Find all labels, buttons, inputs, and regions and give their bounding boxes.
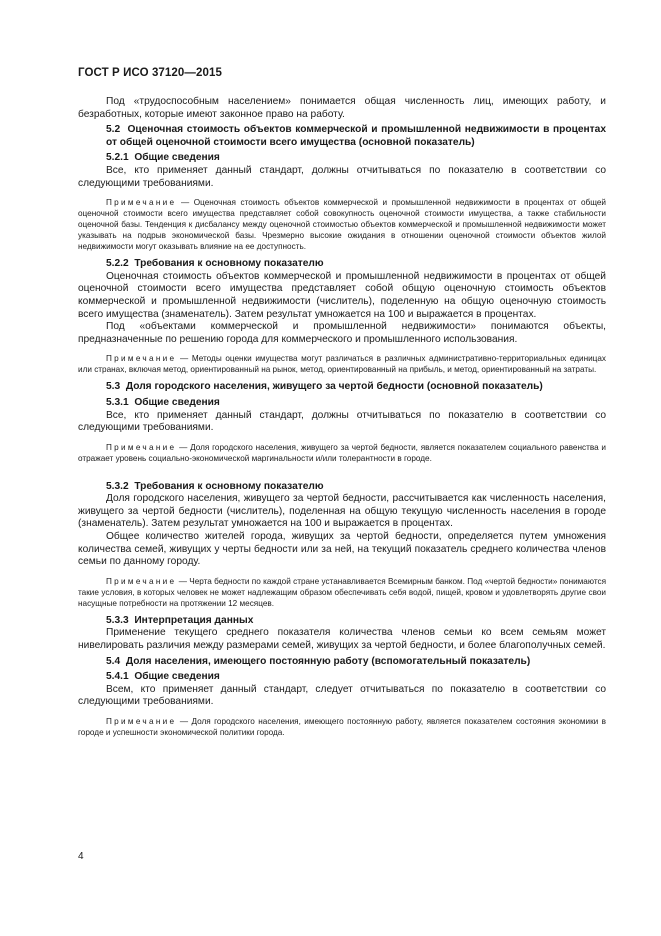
section-heading-5-3-2: 5.3.2 Требования к основному показателю: [106, 480, 324, 492]
section-heading-5-3: 5.3 Доля городского населения, живущего за чертой бедности (основной показатель): [106, 381, 543, 393]
paragraph: Всем, кто применяет данный стандарт, следует отчитываться по показателю в соответствии со следующими требованиями.: [78, 683, 606, 708]
paragraph: Применение текущего среднего показателя количества членов семьи ко всем семьям может нивелировать различия между размерами семей, живущих за чертой бедности, и более благополучных семей.: [78, 627, 606, 652]
note: Примечание — Доля городского населения, имеющего постоянную работу, является показателем состояния экономики в городе и успешности экономической политики города.: [78, 717, 606, 737]
section-heading-5-2: 5.2 Оценочная стоимость объектов коммерческой и промышленной недвижимости в процентах от общей оценочной стоимости всего имущества (основной показатель): [106, 124, 606, 148]
paragraph: Под «трудоспособным населением» понимается общая численность лиц, имеющих работу, и безработных, которые имеют законное право на работу.: [78, 96, 606, 120]
paragraph: Все, кто применяет данный стандарт, должны отчитываться по показателю в соответствии со следующими требованиями.: [78, 164, 606, 189]
document-header: ГОСТ Р ИСО 37120—2015: [78, 67, 223, 79]
note: Примечание — Оценочная стоимость объектов коммерческой и промышленной недвижимости в процентах от общей оценочной стоимости всего имущества представляет собой совокупность оценочной стоимости имущества, а также стабильности оценочной базы. Тенденция к дисбалансу между оценочной стоимостью объектов коммерческой и промышленной недвижимости может указывать на подрыв экономической базы. Чрезмерно высокие ожидания в отношении оценочной стоимости объектов жилой недвижимости могут оказывать влияние на ее доступность.: [78, 198, 606, 252]
section-heading-5-4: 5.4 Доля населения, имеющего постоянную работу (вспомогательный показатель): [106, 655, 531, 667]
section-heading-5-3-3: 5.3.3 Интерпретация данных: [106, 614, 254, 626]
paragraph: Под «объектами коммерческой и промышленной недвижимости» понимаются объекты, предназначенные по решению города для коммерческого и промышленного использования.: [78, 321, 606, 345]
document-body: [78, 96, 606, 744]
note: Примечание — Черта бедности по каждой стране устанавливается Всемирным банком. Под «чертой бедности» понимаются такие условия, в которых человек не может надлежащим образом обеспечивать себя водой, пищей, кровом и удовлетворять другие свои насущные потребности на протяжении 12 месяцев.: [78, 576, 607, 608]
note: Примечание — Доля городского населения, живущего за чертой бедности, является показателем социального равенства и отражает уровень социально-экономической маргинальности и/или толерантности в городе.: [78, 442, 607, 463]
section-heading-5-3-1: 5.3.1 Общие сведения: [106, 396, 220, 408]
page-number: 4: [78, 851, 84, 862]
paragraph: Общее количество жителей города, живущих за чертой бедности, определяется путем умножения количества семей, живущих у черты бедности или за ней, на текущий показатель среднего количества членов семьи по данному городу.: [78, 531, 606, 568]
section-heading-5-2-1: 5.2.1 Общие сведения: [106, 152, 220, 164]
paragraph: Все, кто применяет данный стандарт, должны отчитываться по показателю в соответствии со следующими требованиями.: [78, 409, 606, 434]
section-heading-5-2-2: 5.2.2 Требования к основному показателю: [106, 258, 324, 270]
paragraph: Оценочная стоимость объектов коммерческой и промышленной недвижимости в процентах от общей оценочной стоимости всего имущества представляет собой общую оценочную стоимость объектов коммерческой и промышленной недвижимости (числитель), поделенную на общую оценочную стоимость всего имущества (знаменатель). Затем результат умножается на 100 и выражается в процентах.: [78, 270, 606, 320]
paragraph: Доля городского населения, живущего за чертой бедности, рассчитывается как численность населения, живущего за чертой бедности (числитель), поделенная на общую текущую численность населения в городе (знаменатель). Затем результат умножается на 100 и выражается в процентах.: [78, 493, 606, 530]
note: Примечание — Методы оценки имущества могут различаться в различных административно-территориальных единицах или странах, включая метод, ориентированный на рынок, метод, ориентированный на прибыль, и метод, ориентированный на затраты.: [78, 354, 606, 375]
section-heading-5-4-1: 5.4.1 Общие сведения: [106, 671, 220, 683]
